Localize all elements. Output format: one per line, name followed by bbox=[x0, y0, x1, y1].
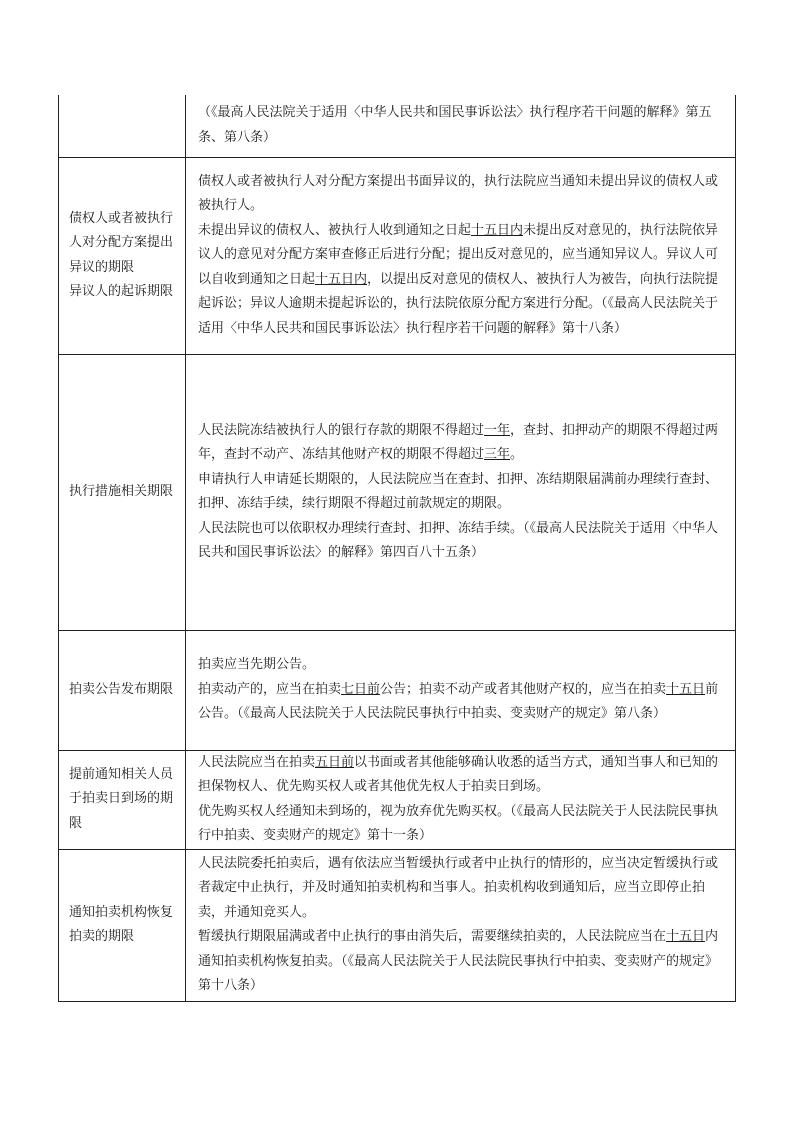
text-segment: 人民法院也可以依职权办理续行查封、扣押、冻结手续。（《最高人民法院关于适用〈中华人民共和国民事诉讼法〉的解释》第四百八十五条） bbox=[198, 520, 719, 560]
content-paragraph bbox=[198, 678, 729, 727]
row-resume-auction-period bbox=[59, 849, 736, 1001]
text-segment: 公告；拍卖不动产或者其他财产权的，应当在拍卖 bbox=[380, 681, 667, 697]
underlined-term: 三年 bbox=[484, 447, 511, 462]
underlined-term: 十五日内 bbox=[315, 271, 368, 287]
text-segment: 暂缓执行期限届满或者中止执行的事由消失后，需要继续拍卖的，人民法院应当在 bbox=[198, 929, 667, 944]
content-paragraph bbox=[198, 468, 729, 517]
content-paragraph bbox=[198, 170, 729, 219]
row-label: 执行措施相关期限 bbox=[59, 354, 186, 630]
content-paragraph bbox=[198, 925, 729, 999]
text-segment: 未提出异议的债权人、被执行人收到通知之日起 bbox=[198, 222, 472, 238]
content-paragraph bbox=[198, 517, 729, 566]
content-paragraph bbox=[198, 852, 729, 926]
text-segment: 以书面或者其他能够确认收悉的适当方式，通知当事人和已知的担保物权人、优先购买权人或者其他优先权人于拍卖日到场。 bbox=[198, 754, 719, 794]
content-paragraph bbox=[198, 419, 729, 468]
row-content bbox=[186, 849, 736, 1001]
row-enforcement-procedure-citation bbox=[59, 95, 736, 157]
row-label: 拍卖公告发布期限 bbox=[59, 630, 186, 750]
text-segment: 拍卖动产的，应当在拍卖 bbox=[198, 681, 342, 697]
text-segment: 前公告。（《最高人民法院关于人民法院民事执行中拍卖、变卖财产的规定》第八条） bbox=[198, 681, 719, 722]
text-segment: 债权人或者被执行人对分配方案提出书面异议的，执行法院应当通知未提出异议的债权人或被执行人。 bbox=[198, 173, 719, 214]
row-auction-announcement-period bbox=[59, 630, 736, 750]
row-label: 通知拍卖机构恢复拍卖的期限 bbox=[59, 849, 186, 1001]
row-content bbox=[186, 750, 736, 849]
content-paragraph bbox=[198, 653, 729, 678]
row-content bbox=[186, 157, 736, 354]
text-segment: ，查封、扣押动产的期限不得超过两年，查封不动产、冻结其他财产权的期限不得超过 bbox=[198, 422, 719, 462]
content-paragraph bbox=[198, 751, 729, 800]
text-segment: 拍卖应当先期公告。 bbox=[198, 657, 316, 673]
table-body bbox=[59, 95, 736, 1001]
text-segment: 内通知拍卖机构恢复拍卖。（《最高人民法院关于人民法院民事执行中拍卖、变卖财产的规定》第十八条） bbox=[198, 929, 719, 993]
content-paragraph bbox=[198, 219, 729, 342]
underlined-term: 十五日 bbox=[666, 681, 706, 697]
content-paragraph bbox=[198, 101, 729, 150]
text-segment: 未提出反对意见的，执行法院依异议人的意见对分配方案审查修正后进行分配；提出反对意见的，应当通知异议人。异议人可以自收到通知之日起 bbox=[198, 222, 719, 287]
text-segment: 申请执行人申请延长期限的，人民法院应当在查封、扣押、冻结期限届满前办理续行查封、扣押、冻结手续，续行期限不得超过前款规定的期限。 bbox=[198, 471, 719, 511]
row-content bbox=[186, 95, 736, 157]
underlined-term: 七日前 bbox=[341, 681, 381, 697]
row-distribution-objection-period bbox=[59, 157, 736, 354]
underlined-term: 十五日内 bbox=[471, 222, 524, 238]
regulation-table bbox=[58, 95, 736, 1002]
row-advance-notice-period bbox=[59, 750, 736, 849]
underlined-term: 一年 bbox=[484, 422, 511, 438]
text-segment: 人民法院委托拍卖后，遇有依法应当暂缓执行或者中止执行的情形的，应当决定暂缓执行或者裁定中止执行，并及时通知拍卖机构和当事人。拍卖机构收到通知后，应当立即停止拍卖，并通知竞买人。 bbox=[198, 855, 719, 920]
row-label bbox=[59, 95, 186, 157]
row-label: 债权人或者被执行人对分配方案提出异议的期限 异议人的起诉期限 bbox=[59, 157, 186, 354]
text-segment: 优先购买权人经通知未到场的，视为放弃优先购买权。（《最高人民法院关于人民法院民事执行中拍卖、变卖财产的规定》第十一条） bbox=[198, 803, 719, 843]
row-label: 提前通知相关人员于拍卖日到场的期限 bbox=[59, 750, 186, 849]
text-segment: 人民法院冻结被执行人的银行存款的期限不得超过 bbox=[198, 422, 485, 438]
underlined-term: 五日前 bbox=[315, 754, 355, 770]
row-content bbox=[186, 354, 736, 630]
underlined-term: 十五日 bbox=[666, 929, 706, 944]
row-content bbox=[186, 630, 736, 750]
content-paragraph bbox=[198, 800, 729, 849]
text-segment: 人民法院应当在拍卖 bbox=[198, 754, 316, 770]
text-segment: 。 bbox=[510, 447, 524, 462]
text-segment: （《最高人民法院关于适用〈中华人民共和国民事诉讼法〉执行程序若干问题的解释》第五条、第八条） bbox=[198, 105, 712, 145]
row-enforcement-measure-period bbox=[59, 354, 736, 630]
text-segment: ，以提出反对意见的债权人、被执行人为被告，向执行法院提起诉讼；异议人逾期未提起诉讼的，执行法院依原分配方案进行分配。（《最高人民法院关于适用〈中华人民共和国民事诉讼法〉执行程序若干问题的解释》第十八条） bbox=[198, 271, 719, 336]
